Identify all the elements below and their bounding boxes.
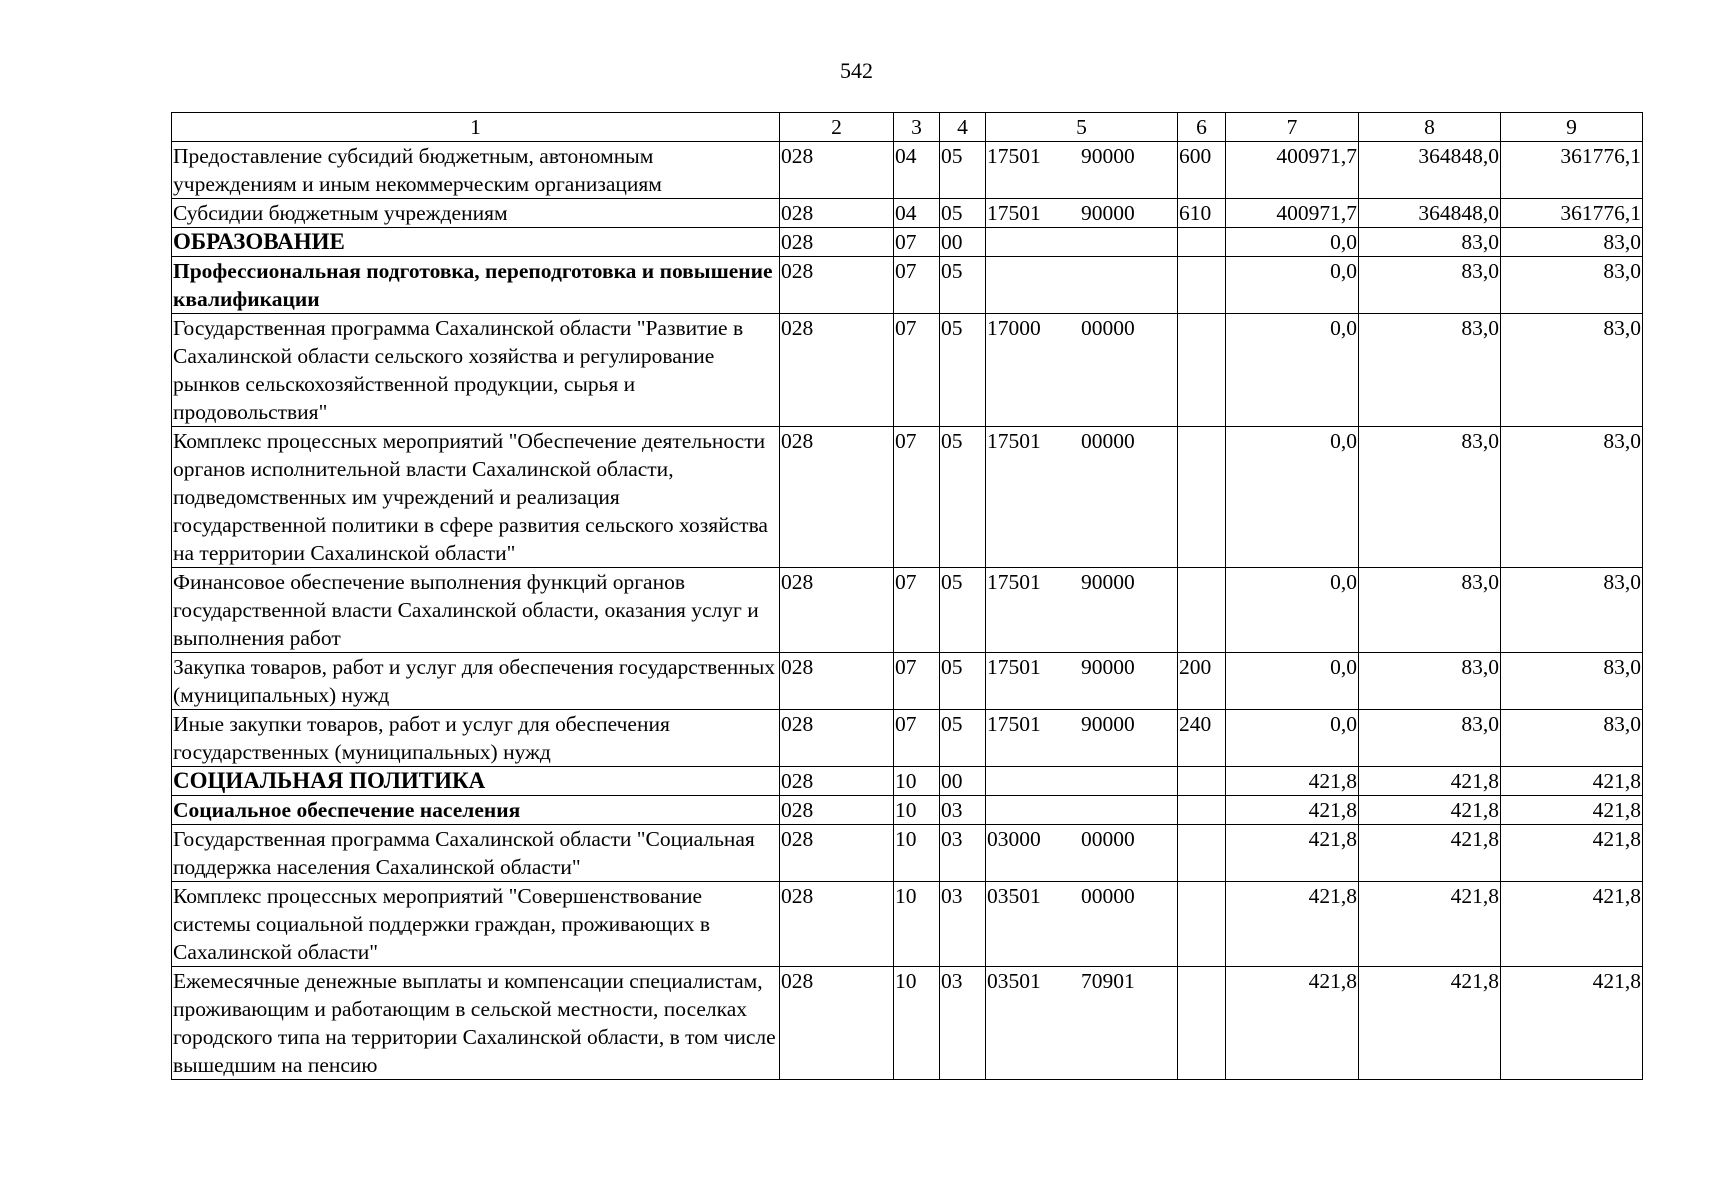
section-code: 07 xyxy=(894,653,940,710)
program-code: 17501 xyxy=(987,201,1041,225)
amount-col-8: 83,0 xyxy=(1359,653,1501,710)
department-code: 028 xyxy=(780,825,894,882)
target-article-code xyxy=(986,710,1178,767)
row-description: Государственная программа Сахалинской области "Развитие в Сахалинской области сельского хозяйства и регулирование рынков сельскохозяйственной продукции, сырья и продовольствия" xyxy=(172,314,780,427)
direction-code: 00000 xyxy=(1081,316,1135,340)
amount-col-8: 421,8 xyxy=(1359,767,1501,796)
subsection-code: 05 xyxy=(940,568,986,653)
row-description: Ежемесячные денежные выплаты и компенсации специалистам, проживающим и работающим в сельской местности, поселках городского типа на территории Сахалинской области, в том числе вышедшим на пенсию xyxy=(172,967,780,1080)
row-description: Субсидии бюджетным учреждениям xyxy=(172,199,780,228)
table-row xyxy=(172,427,1643,568)
target-article-code xyxy=(986,228,1178,257)
subsection-code: 03 xyxy=(940,796,986,825)
section-code: 07 xyxy=(894,228,940,257)
direction-code: 90000 xyxy=(1081,570,1135,594)
amount-col-8: 83,0 xyxy=(1359,427,1501,568)
direction-code: 90000 xyxy=(1081,144,1135,168)
department-code: 028 xyxy=(780,710,894,767)
department-code: 028 xyxy=(780,199,894,228)
program-code: 17000 xyxy=(987,316,1041,340)
section-code: 10 xyxy=(894,796,940,825)
amount-col-7: 0,0 xyxy=(1226,427,1359,568)
column-number: 4 xyxy=(940,113,986,142)
amount-col-8: 83,0 xyxy=(1359,314,1501,427)
department-code: 028 xyxy=(780,228,894,257)
department-code: 028 xyxy=(780,967,894,1080)
subsection-code: 03 xyxy=(940,882,986,967)
target-article-code xyxy=(986,568,1178,653)
row-description: Комплекс процессных мероприятий "Совершенствование системы социальной поддержки граждан, проживающих в Сахалинской области" xyxy=(172,882,780,967)
subsection-code: 05 xyxy=(940,257,986,314)
row-description: Финансовое обеспечение выполнения функций органов государственной власти Сахалинской области, оказания услуг и выполнения работ xyxy=(172,568,780,653)
table-row xyxy=(172,710,1643,767)
column-number: 7 xyxy=(1226,113,1359,142)
amount-col-8: 83,0 xyxy=(1359,710,1501,767)
amount-col-7: 0,0 xyxy=(1226,653,1359,710)
direction-code: 90000 xyxy=(1081,712,1135,736)
table-row xyxy=(172,653,1643,710)
table-row xyxy=(172,314,1643,427)
direction-code: 00000 xyxy=(1081,429,1135,453)
amount-col-9: 361776,1 xyxy=(1501,142,1643,199)
amount-col-8: 364848,0 xyxy=(1359,142,1501,199)
row-description: Комплекс процессных мероприятий "Обеспечение деятельности органов исполнительной власти Сахалинской области, подведомственных им учреждений и реализация государственной политики в сфере развития сельского хозяйства на территории Сахалинской области" xyxy=(172,427,780,568)
row-description: Государственная программа Сахалинской области "Социальная поддержка населения Сахалинской области" xyxy=(172,825,780,882)
department-code: 028 xyxy=(780,882,894,967)
department-code: 028 xyxy=(780,142,894,199)
subsection-code: 05 xyxy=(940,314,986,427)
amount-col-9: 421,8 xyxy=(1501,967,1643,1080)
row-description: ОБРАЗОВАНИЕ xyxy=(172,228,780,257)
expense-type-code xyxy=(1178,568,1226,653)
subsection-code: 05 xyxy=(940,427,986,568)
table-row xyxy=(172,825,1643,882)
amount-col-7: 0,0 xyxy=(1226,710,1359,767)
expense-type-code xyxy=(1178,967,1226,1080)
column-number: 1 xyxy=(172,113,780,142)
department-code: 028 xyxy=(780,314,894,427)
target-article-code xyxy=(986,767,1178,796)
expense-type-code: 200 xyxy=(1178,653,1226,710)
page-number: 542 xyxy=(840,58,873,83)
amount-col-9: 83,0 xyxy=(1501,653,1643,710)
section-code: 10 xyxy=(894,825,940,882)
direction-code: 70901 xyxy=(1081,969,1135,993)
target-article-code xyxy=(986,427,1178,568)
row-description: СОЦИАЛЬНАЯ ПОЛИТИКА xyxy=(172,767,780,796)
amount-col-8: 83,0 xyxy=(1359,257,1501,314)
column-number: 9 xyxy=(1501,113,1643,142)
direction-code: 00000 xyxy=(1081,827,1135,851)
column-number-row xyxy=(172,113,1643,142)
amount-col-7: 421,8 xyxy=(1226,882,1359,967)
column-number: 6 xyxy=(1178,113,1226,142)
amount-col-9: 83,0 xyxy=(1501,710,1643,767)
amount-col-7: 0,0 xyxy=(1226,314,1359,427)
expense-type-code xyxy=(1178,427,1226,568)
amount-col-7: 400971,7 xyxy=(1226,199,1359,228)
amount-col-7: 0,0 xyxy=(1226,257,1359,314)
expense-type-code xyxy=(1178,314,1226,427)
department-code: 028 xyxy=(780,767,894,796)
target-article-code xyxy=(986,199,1178,228)
column-number: 3 xyxy=(894,113,940,142)
amount-col-9: 421,8 xyxy=(1501,767,1643,796)
table-row xyxy=(172,142,1643,199)
target-article-code xyxy=(986,142,1178,199)
target-article-code xyxy=(986,653,1178,710)
department-code: 028 xyxy=(780,257,894,314)
department-code: 028 xyxy=(780,653,894,710)
amount-col-7: 421,8 xyxy=(1226,967,1359,1080)
row-description: Закупка товаров, работ и услуг для обеспечения государственных (муниципальных) нужд xyxy=(172,653,780,710)
subsection-code: 03 xyxy=(940,967,986,1080)
direction-code: 90000 xyxy=(1081,201,1135,225)
target-article-code xyxy=(986,257,1178,314)
table-row xyxy=(172,199,1643,228)
column-number: 5 xyxy=(986,113,1178,142)
table-row xyxy=(172,257,1643,314)
section-code: 07 xyxy=(894,710,940,767)
table-row xyxy=(172,882,1643,967)
amount-col-9: 421,8 xyxy=(1501,882,1643,967)
amount-col-7: 0,0 xyxy=(1226,568,1359,653)
amount-col-9: 83,0 xyxy=(1501,228,1643,257)
table-row xyxy=(172,967,1643,1080)
target-article-code xyxy=(986,825,1178,882)
section-code: 07 xyxy=(894,257,940,314)
budget-table xyxy=(171,112,1643,1080)
amount-col-9: 421,8 xyxy=(1501,825,1643,882)
department-code: 028 xyxy=(780,568,894,653)
section-code: 10 xyxy=(894,767,940,796)
amount-col-9: 83,0 xyxy=(1501,257,1643,314)
row-description: Профессиональная подготовка, переподготовка и повышение квалификации xyxy=(172,257,780,314)
section-code: 07 xyxy=(894,427,940,568)
amount-col-8: 421,8 xyxy=(1359,825,1501,882)
expense-type-code: 610 xyxy=(1178,199,1226,228)
subsection-code: 05 xyxy=(940,710,986,767)
amount-col-9: 361776,1 xyxy=(1501,199,1643,228)
amount-col-7: 421,8 xyxy=(1226,796,1359,825)
expense-type-code: 600 xyxy=(1178,142,1226,199)
expense-type-code xyxy=(1178,228,1226,257)
column-number: 2 xyxy=(780,113,894,142)
department-code: 028 xyxy=(780,427,894,568)
section-code: 10 xyxy=(894,882,940,967)
program-code: 03501 xyxy=(987,969,1041,993)
subsection-code: 05 xyxy=(940,142,986,199)
amount-col-9: 83,0 xyxy=(1501,568,1643,653)
table-row xyxy=(172,796,1643,825)
program-code: 03501 xyxy=(987,884,1041,908)
row-description: Социальное обеспечение населения xyxy=(172,796,780,825)
row-description: Предоставление субсидий бюджетным, автономным учреждениям и иным некоммерческим организациям xyxy=(172,142,780,199)
subsection-code: 03 xyxy=(940,825,986,882)
amount-col-8: 83,0 xyxy=(1359,568,1501,653)
subsection-code: 05 xyxy=(940,199,986,228)
target-article-code xyxy=(986,796,1178,825)
amount-col-8: 421,8 xyxy=(1359,967,1501,1080)
amount-col-9: 83,0 xyxy=(1501,314,1643,427)
department-code: 028 xyxy=(780,796,894,825)
program-code: 17501 xyxy=(987,144,1041,168)
subsection-code: 00 xyxy=(940,228,986,257)
expense-type-code xyxy=(1178,257,1226,314)
row-description: Иные закупки товаров, работ и услуг для обеспечения государственных (муниципальных) нужд xyxy=(172,710,780,767)
amount-col-7: 400971,7 xyxy=(1226,142,1359,199)
amount-col-9: 83,0 xyxy=(1501,427,1643,568)
section-code: 07 xyxy=(894,314,940,427)
amount-col-7: 421,8 xyxy=(1226,825,1359,882)
program-code: 03000 xyxy=(987,827,1041,851)
section-code: 07 xyxy=(894,568,940,653)
amount-col-8: 83,0 xyxy=(1359,228,1501,257)
direction-code: 90000 xyxy=(1081,655,1135,679)
table-row xyxy=(172,767,1643,796)
expense-type-code xyxy=(1178,882,1226,967)
program-code: 17501 xyxy=(987,429,1041,453)
amount-col-9: 421,8 xyxy=(1501,796,1643,825)
expense-type-code xyxy=(1178,767,1226,796)
section-code: 10 xyxy=(894,967,940,1080)
amount-col-8: 364848,0 xyxy=(1359,199,1501,228)
direction-code: 00000 xyxy=(1081,884,1135,908)
column-number: 8 xyxy=(1359,113,1501,142)
table-row xyxy=(172,228,1643,257)
expense-type-code: 240 xyxy=(1178,710,1226,767)
expense-type-code xyxy=(1178,825,1226,882)
target-article-code xyxy=(986,314,1178,427)
amount-col-7: 421,8 xyxy=(1226,767,1359,796)
amount-col-8: 421,8 xyxy=(1359,882,1501,967)
program-code: 17501 xyxy=(987,655,1041,679)
amount-col-8: 421,8 xyxy=(1359,796,1501,825)
program-code: 17501 xyxy=(987,570,1041,594)
subsection-code: 00 xyxy=(940,767,986,796)
target-article-code xyxy=(986,882,1178,967)
section-code: 04 xyxy=(894,142,940,199)
section-code: 04 xyxy=(894,199,940,228)
program-code: 17501 xyxy=(987,712,1041,736)
expense-type-code xyxy=(1178,796,1226,825)
table-row xyxy=(172,568,1643,653)
amount-col-7: 0,0 xyxy=(1226,228,1359,257)
target-article-code xyxy=(986,967,1178,1080)
subsection-code: 05 xyxy=(940,653,986,710)
